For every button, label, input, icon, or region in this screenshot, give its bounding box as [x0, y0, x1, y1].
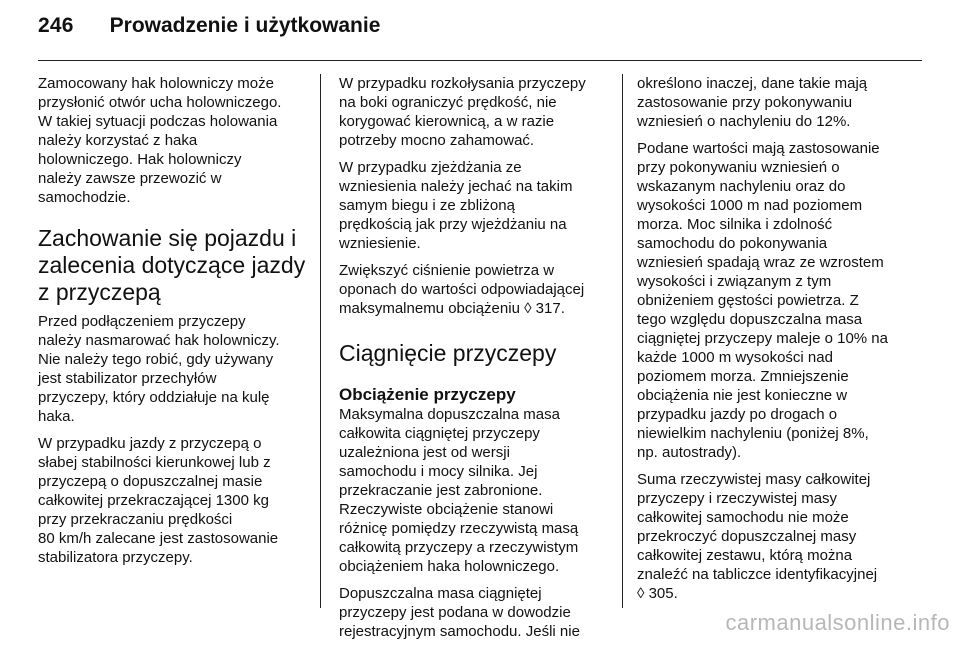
- paragraph-sway: W przypadku rozkołysania przyczepy na boki ograniczyć prędkość, nie korygować kierownicą, a w razie potrzeby mocno zahamować.: [339, 75, 586, 149]
- paragraph-downhill: W przypadku zjeżdżania ze wzniesienia należy jechać na takim samym biegu i ze zbliżoną prędkością jak przy wjeżdżaniu na wzniesienie.: [339, 159, 573, 252]
- paragraph-registration: Dopuszczalna masa ciągniętej przyczepy jest podana w dowodzie rejestracyjnym samochodu. Jeśli nie: [339, 585, 580, 640]
- paragraph-tyre-pressure: Zwiększyć ciśnienie powietrza w oponach do wartości odpowiadającej maksymalnemu obciążeniu ◊ 317.: [339, 262, 585, 317]
- subheading-trailer-load: Obciążenie przyczepy: [339, 385, 516, 404]
- column-1: [38, 74, 306, 575]
- watermark: carmanualsonline.info: [725, 610, 950, 635]
- paragraph-altitude: Podane wartości mają zastosowanie przy pokonywaniu wzniesień o wskazanym nachyleniu oraz do wysokości 1000 m nad poziomem morza. Moc silnika i zdolność samochodu do pokonywania wzniesień spadają wraz ze wzrostem wysokości i związanym z tym obniżeniem gęstości powietrza. Z tego względu dopuszczalna masa ciągniętej przyczepy maleje o 10% na każde 1000 m wysokości nad poziomem morza. Zmniejszenie obciążenia nie jest konieczne w przypadku jazdy po drogach o niewielkim nachyleniu (poniżej 8%, np. autostrady).: [637, 140, 888, 461]
- heading-trailer-towing: Ciągnięcie przyczepy: [339, 340, 557, 366]
- column-2: [339, 74, 607, 649]
- column-3: [637, 74, 905, 611]
- paragraph-tow-hook: Zamocowany hak holowniczy może przysłonić otwór ucha holowniczego. W takiej sytuacji podczas holowania należy korzystać z haka holowniczego. Hak holowniczy należy zawsze przewozić w samochodzie.: [38, 75, 282, 206]
- header-rule: [38, 60, 922, 61]
- paragraph-stabilizer: W przypadku jazdy z przyczepą o słabej stabilności kierunkowej lub z przyczepą o dopuszczalnej masie całkowitej przekraczającej 1300 kg przy przekraczaniu prędkości 80 km/h zalecane jest zastosowanie stabilizatora przyczepy.: [38, 435, 279, 566]
- page-header: [38, 14, 380, 50]
- page-number: 246: [38, 14, 74, 37]
- heading-trailer-driving: Zachowanie się pojazdu i zalecenia dotyczące jazdy z przyczepą: [38, 225, 306, 305]
- paragraph-combined-mass: Suma rzeczywistej masy całkowitej przyczepy i rzeczywistej masy całkowitej samochodu nie może przekroczyć dopuszczalnej masy całkowitej zestawu, którą można znaleźć na tabliczce identyfikacyjnej ◊ 305.: [637, 471, 878, 602]
- paragraph-lubricate-hook: Przed podłączeniem przyczepy należy nasmarować hak holowniczy. Nie należy tego robić, gdy używany jest stabilizator przechyłów przyczepy, który oddziałuje na kulę haka.: [38, 313, 280, 425]
- paragraph-gradient: określono inaczej, dane takie mają zastosowanie przy pokonywaniu wzniesień o nachyleniu do 12%.: [637, 75, 868, 130]
- page-title: Prowadzenie i użytkowanie: [109, 14, 381, 37]
- column-divider-2: [622, 74, 623, 608]
- paragraph-max-mass: Maksymalna dopuszczalna masa całkowita ciągniętej przyczepy uzależniona jest od wersji samochodu i mocy silnika. Jej przekraczanie jest zabronione. Rzeczywiste obciążenie stanowi różnicę pomiędzy rzeczywistą masą całkowitą przyczepy a rzeczywistym obciążeniem haka holowniczego.: [339, 406, 579, 575]
- column-divider-1: [320, 74, 321, 608]
